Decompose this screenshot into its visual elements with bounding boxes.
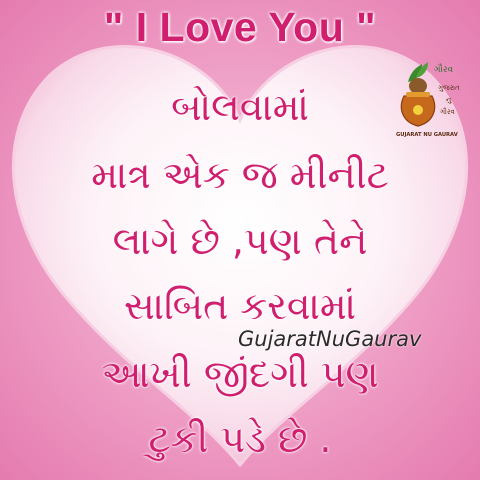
logo-line-3: નુ xyxy=(446,96,452,104)
quote-line-2: માત્ર એક જ મીનીટ xyxy=(91,153,389,197)
logo-caption: GUJARAT NU GAURAV xyxy=(396,132,458,138)
quote-line-4: સાબિત કરવામાં xyxy=(123,284,357,328)
quote-line-3: લાગે છે ,પણ તેને xyxy=(112,219,368,263)
watermark-text: GujaratNuGaurav xyxy=(238,327,422,351)
logo-line-2: ગુજરાત xyxy=(438,84,460,92)
quote-line-6: ટુકી પડે છે . xyxy=(148,417,332,461)
logo-line-4: ગૌરવ xyxy=(440,108,455,116)
title-text: " I Love You " xyxy=(103,4,377,50)
kalash-logo-icon xyxy=(394,56,478,140)
logo-line-1: ગૌરવ xyxy=(434,65,454,75)
quote-line-5: આખી જીંદગી પણ xyxy=(101,352,379,396)
quote-line-1: બોલવામાં xyxy=(171,85,309,129)
